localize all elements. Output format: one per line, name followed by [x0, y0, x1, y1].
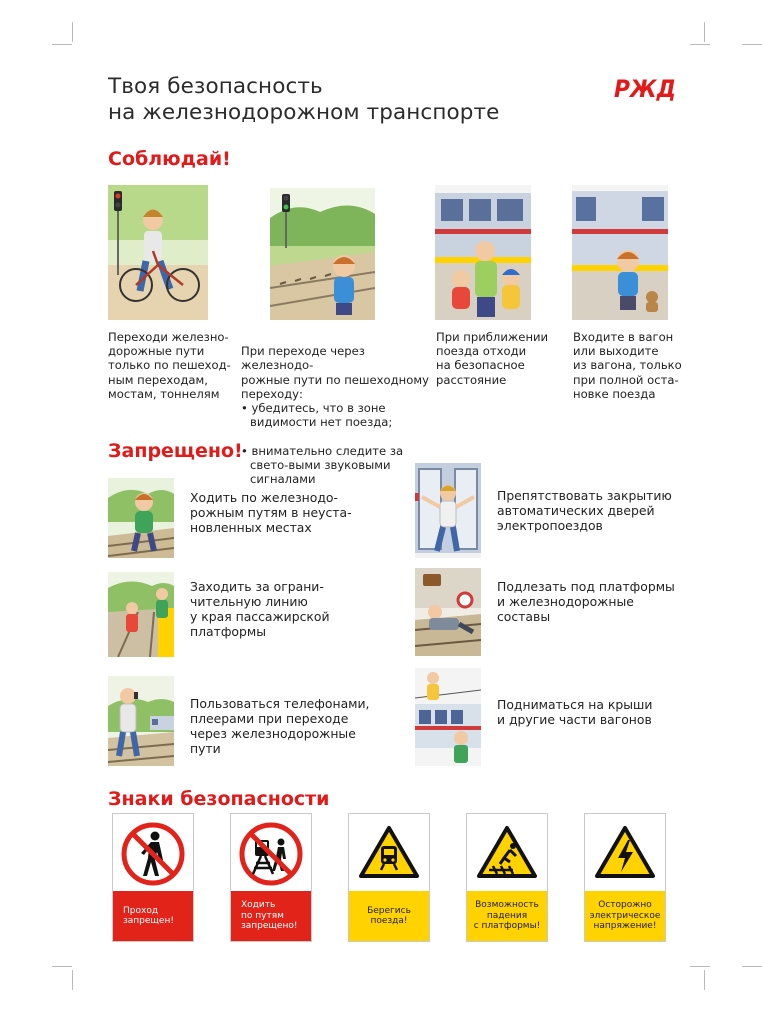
child-at-crossing-illustration: [270, 188, 375, 320]
crop-mark: [704, 970, 705, 990]
page-title: [108, 74, 499, 126]
sign-no-walking-on-tracks: [230, 813, 312, 942]
sign-no-pedestrian: [112, 813, 194, 942]
crawling-under-platform-illustration: [415, 568, 481, 656]
logo-text: РЖД: [614, 75, 676, 102]
no-pedestrian-icon: [121, 822, 185, 886]
sign-platform-fall-warning: [466, 813, 548, 942]
observe-item-1-text: Переходи железно- дорожные пути только по пешеход- ным переходам, мостам, тоннелям: [108, 330, 231, 401]
bullet-text: убедитесь, что в зоне видимости нет поезда;: [250, 401, 393, 430]
phone-on-tracks-illustration: [108, 676, 174, 766]
sign-train-warning: [348, 813, 430, 942]
section-heading-forbidden: Запрещено!: [108, 440, 243, 462]
sign-caption: Возможность падения с платформы!: [467, 891, 547, 941]
forbidden-item-4-text: Подлезать под платформы и железнодорожные составы: [497, 579, 675, 624]
forbidden-item-3-text: Заходить за ограни- чительную линию у края пассажирской платформы: [190, 579, 330, 639]
sign-caption: Ходить по путям запрещено!: [231, 891, 311, 941]
no-walking-on-tracks-icon: [239, 822, 303, 886]
crop-mark: [742, 44, 762, 45]
sign-caption: Проход запрещен!: [113, 891, 193, 941]
observe-item-2-text: [241, 330, 431, 500]
observe-item-2-lead: При переходе через железнодо- рожные пути по пешеходному переходу:: [241, 344, 429, 401]
title-line-1: Твоя безопасность: [108, 74, 323, 99]
crop-mark: [690, 44, 710, 45]
rzd-logo: [612, 72, 678, 102]
sign-high-voltage-warning: [584, 813, 666, 942]
family-on-platform-illustration: [435, 185, 531, 320]
train-warning-icon: [357, 822, 421, 886]
climbing-train-roof-illustration: [415, 668, 481, 766]
crop-mark: [72, 22, 73, 42]
section-heading-signs: Знаки безопасности: [108, 788, 330, 810]
sign-caption: Берегись поезда!: [349, 891, 429, 941]
child-boarding-illustration: [572, 185, 668, 320]
section-heading-observe: Соблюдай!: [108, 148, 231, 170]
boy-walking-tracks-illustration: [108, 478, 174, 558]
forbidden-item-5-text: Пользоваться телефонами, плеерами при переходе через железнодорожные пути: [190, 696, 370, 756]
forbidden-item-6-text: Подниматься на крыши и другие части вагонов: [497, 697, 653, 727]
high-voltage-warning-icon: [593, 822, 657, 886]
sign-caption: Осторожно электрическое напряжение!: [585, 891, 665, 941]
crop-mark: [742, 966, 762, 967]
observe-item-3-text: При приближении поезда отходи на безопасное расстояние: [436, 330, 549, 387]
platform-edge-illustration: [108, 572, 174, 657]
crop-mark: [690, 966, 710, 967]
observe-item-2-bullet-2: • внимательно следите за свето-выми звуковыми сигналами: [241, 443, 404, 487]
observe-item-4-text: Входите в вагон или выходите из вагона, только при полной оста- новке поезда: [573, 330, 682, 401]
platform-fall-warning-icon: [475, 822, 539, 886]
cyclist-crossing-illustration: [108, 185, 208, 320]
crop-mark: [52, 966, 72, 967]
holding-train-door-illustration: [415, 463, 481, 558]
title-line-2: на железнодорожном транспорте: [108, 100, 500, 125]
bullet-text: внимательно следите за свето-выми звуковыми сигналами: [250, 443, 404, 487]
crop-mark: [72, 970, 73, 990]
observe-item-2-bullet-1: • убедитесь, что в зоне видимости нет поезда;: [241, 401, 393, 430]
forbidden-item-1-text: Ходить по железнодо- рожным путям в неуста- новленных местах: [190, 490, 352, 535]
crop-mark: [52, 44, 72, 45]
forbidden-item-2-text: Препятствовать закрытию автоматических дверей электропоездов: [497, 488, 672, 533]
crop-mark: [704, 22, 705, 42]
